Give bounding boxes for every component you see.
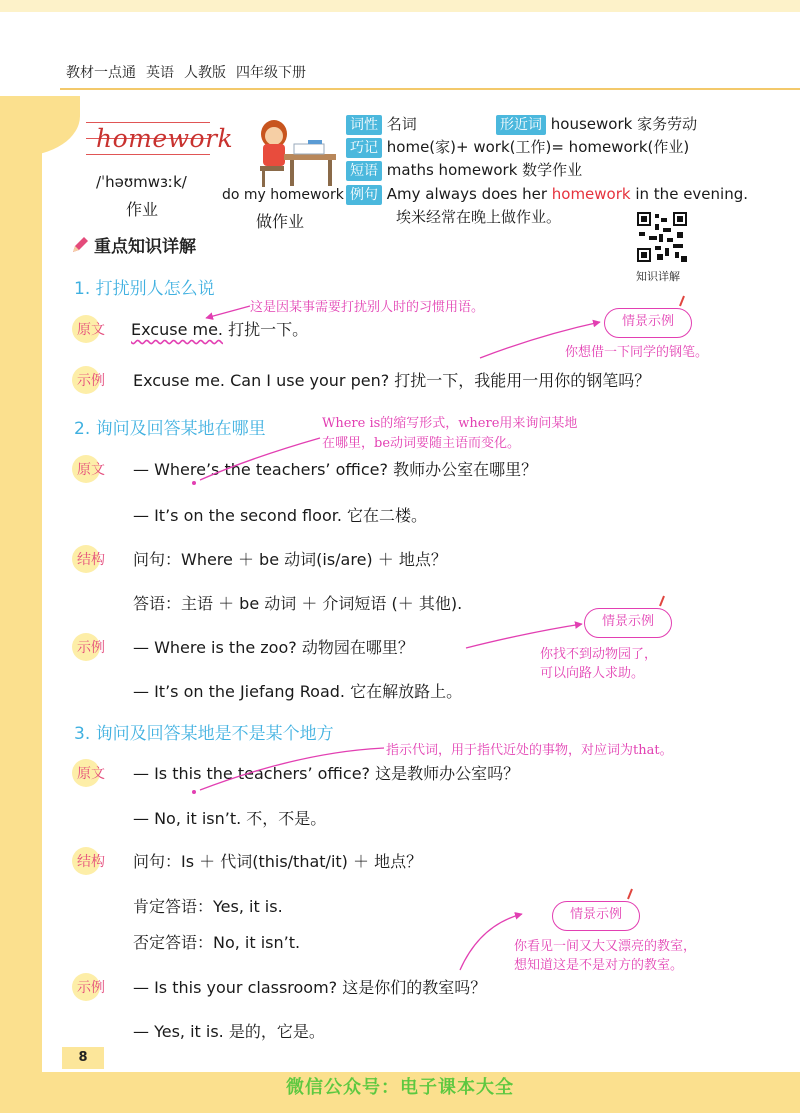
point-3-structure-no: 否定答语：No, it isn’t. (133, 933, 301, 952)
point-3-example-question: — Is this your classroom? 这是你们的教室吗？ (133, 978, 487, 997)
scene-note-2-line2: 可以向路人求助。 (540, 666, 645, 681)
point-2-structure-answer: 答语：主语 ＋ be 动词 ＋ 介词短语 (＋ 其他). (133, 594, 463, 613)
illustration-meaning: 做作业 (256, 212, 305, 231)
label-structure: 结构 (74, 851, 108, 873)
point-2-note-line2: 在哪里，be动词要随主语而变化。 (322, 436, 521, 451)
scene-note-1: 你想借一下同学的钢笔。 (565, 345, 709, 360)
original-translation: 打扰一下。 (228, 320, 309, 339)
scene-cloud-2: 情景示例 (584, 608, 672, 638)
section-title: 重点知识详解 (94, 237, 196, 257)
example-translation: 埃米经常在晚上做作业。 (396, 208, 562, 226)
point-3-title: 3. 询问及回答某地是不是某个地方 (74, 724, 334, 744)
vocab-phonetic: /ˈhəʊmwɜːk/ (96, 173, 187, 191)
point-3-example-answer: — Yes, it is. 是的，它是。 (133, 1022, 325, 1041)
label-example: 示例 (74, 637, 108, 659)
example-post: in the evening. (630, 185, 748, 203)
original-phrase: Excuse me. (131, 320, 224, 339)
header-grade: 四年级下册 (236, 65, 306, 81)
footer-watermark: 微信公众号：电子课本大全 (286, 1077, 514, 1098)
tag-example: 例句 (346, 185, 382, 205)
point-3-structure-question: 问句：Is ＋ 代词(this/that/it) ＋ 地点？ (133, 852, 423, 871)
info-text: maths homework 数学作业 (386, 161, 583, 179)
tag-phrase: 短语 (346, 161, 382, 181)
scene-note-3-line1: 你看见一间又大又漂亮的教室， (514, 939, 697, 954)
tag-similar-word: 形近词 (496, 115, 546, 135)
tag-memory-tip: 巧记 (346, 138, 382, 158)
qr-label: 知识详解 (636, 270, 680, 283)
label-original: 原文 (74, 459, 108, 481)
info-text: 名词 (386, 115, 417, 133)
point-1-example: Excuse me. Can I use your pen? 打扰一下，我能用一用你的钢笔吗？ (133, 371, 651, 390)
vocab-word: homework (96, 124, 234, 153)
point-2-answer: — It’s on the second floor. 它在二楼。 (133, 506, 428, 525)
info-text: housework 家务劳动 (550, 115, 698, 133)
example-pre: Amy always does her (386, 185, 552, 203)
scene-cloud-3: 情景示例 (552, 901, 640, 931)
label-example: 示例 (74, 370, 108, 392)
scene-note-3-line2: 想知道这是不是对方的教室。 (514, 958, 684, 973)
tag-part-of-speech: 词性 (346, 115, 382, 135)
header-subject: 英语 (146, 65, 174, 81)
point-3-question: — Is this the teachers’ office? 这是教师办公室吗？ (133, 764, 520, 783)
point-2-example-answer: — It’s on the Jiefang Road. 它在解放路上。 (133, 682, 463, 701)
label-structure: 结构 (74, 549, 108, 571)
scene-note-2-line1: 你找不到动物园了， (540, 647, 658, 662)
scene-cloud-1: 情景示例 (604, 308, 692, 338)
label-original: 原文 (74, 763, 108, 785)
point-1-title: 1. 打扰别人怎么说 (74, 279, 215, 299)
point-2-example-question: — Where is the zoo? 动物园在哪里？ (133, 638, 414, 657)
header-edition: 人教版 (184, 65, 226, 81)
point-1-note: 这是因某事需要打扰别人时的习惯用语。 (250, 300, 485, 315)
info-text: home(家)+ work(工作)= homework(作业) (386, 138, 690, 156)
point-2-note-line1: Where is的缩写形式，where用来询问某地 (322, 416, 578, 431)
vocab-meaning: 作业 (126, 200, 159, 219)
point-3-note: 指示代词，用于指代近处的事物，对应词为that。 (386, 743, 673, 758)
label-original: 原文 (74, 319, 108, 341)
point-2-structure-question: 问句：Where ＋ be 动词(is/are) ＋ 地点？ (133, 550, 447, 569)
label-example: 示例 (74, 977, 108, 999)
example-highlight: homework (551, 185, 631, 203)
point-3-answer: — No, it isn’t. 不，不是。 (133, 809, 327, 828)
point-2-question: — Where’s the teachers’ office? 教师办公室在哪里？ (133, 460, 538, 479)
header-book: 教材一点通 (66, 65, 136, 81)
page-number: 8 (62, 1047, 104, 1069)
point-2-title: 2. 询问及回答某地在哪里 (74, 419, 266, 439)
illustration-caption: do my homework (222, 187, 344, 203)
point-3-structure-yes: 肯定答语：Yes, it is. (133, 897, 283, 916)
